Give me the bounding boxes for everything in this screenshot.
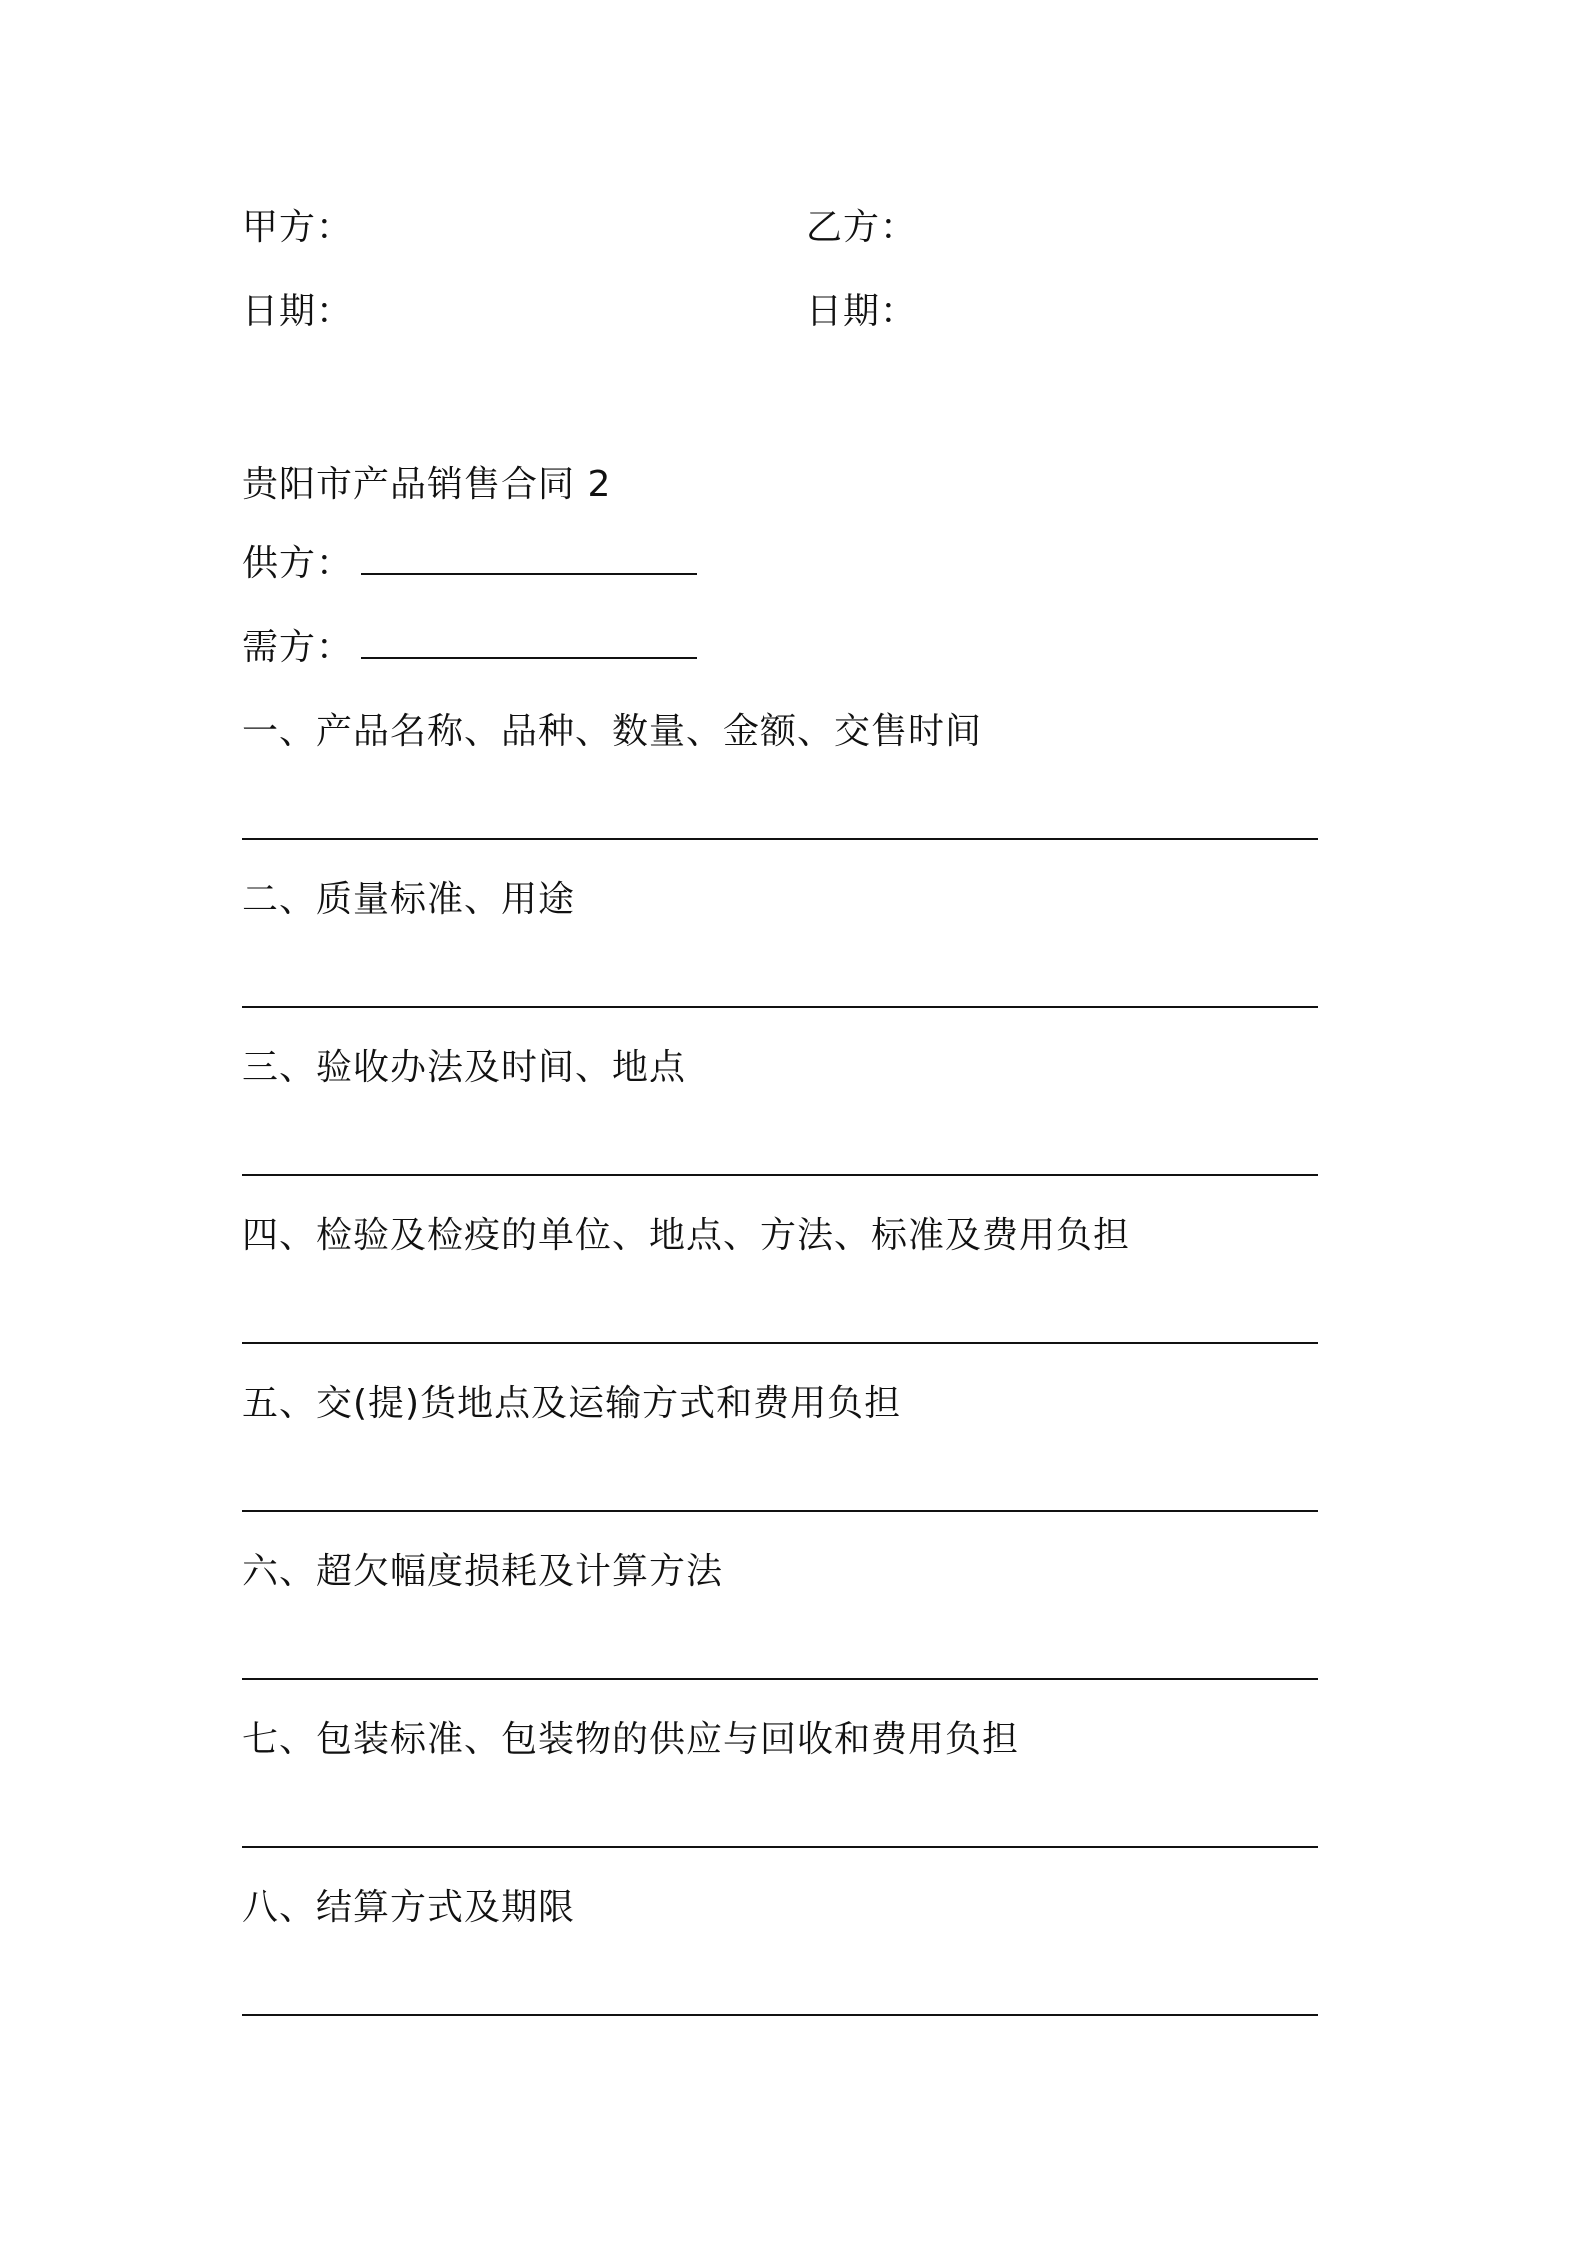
clause-3: 三、验收办法及时间、地点: [242, 1047, 687, 1088]
clause-1-blank: [242, 838, 1318, 840]
clause-6: 六、超欠幅度损耗及计算方法: [242, 1551, 724, 1592]
supplier-line: [242, 540, 697, 588]
buyer-label: 需方：: [242, 627, 354, 668]
clause-2: 二、质量标准、用途: [242, 879, 576, 920]
clause-6-blank: [242, 1678, 1318, 1680]
buyer-blank: [361, 625, 697, 659]
date-b-label: 日期：: [806, 291, 918, 332]
party-a-label: 甲方：: [242, 207, 354, 248]
clause-7-blank: [242, 1846, 1318, 1848]
date-a-label: 日期：: [242, 291, 354, 332]
party-b-label: 乙方：: [806, 207, 918, 248]
clause-5: 五、交(提)货地点及运输方式和费用负担: [242, 1383, 902, 1424]
clause-7: 七、包装标准、包装物的供应与回收和费用负担: [242, 1719, 1020, 1760]
clause-5-blank: [242, 1510, 1318, 1512]
clause-3-blank: [242, 1174, 1318, 1176]
clause-4-blank: [242, 1342, 1318, 1344]
clause-2-blank: [242, 1006, 1318, 1008]
supplier-label: 供方：: [242, 543, 354, 584]
clause-8-blank: [242, 2014, 1318, 2016]
supplier-blank: [361, 541, 697, 575]
buyer-line: [242, 624, 697, 672]
clause-8: 八、结算方式及期限: [242, 1887, 576, 1928]
clause-1: 一、产品名称、品种、数量、金额、交售时间: [242, 711, 983, 752]
contract-title: 贵阳市产品销售合同 2: [242, 464, 612, 505]
clause-4: 四、检验及检疫的单位、地点、方法、标准及费用负担: [242, 1215, 1131, 1256]
